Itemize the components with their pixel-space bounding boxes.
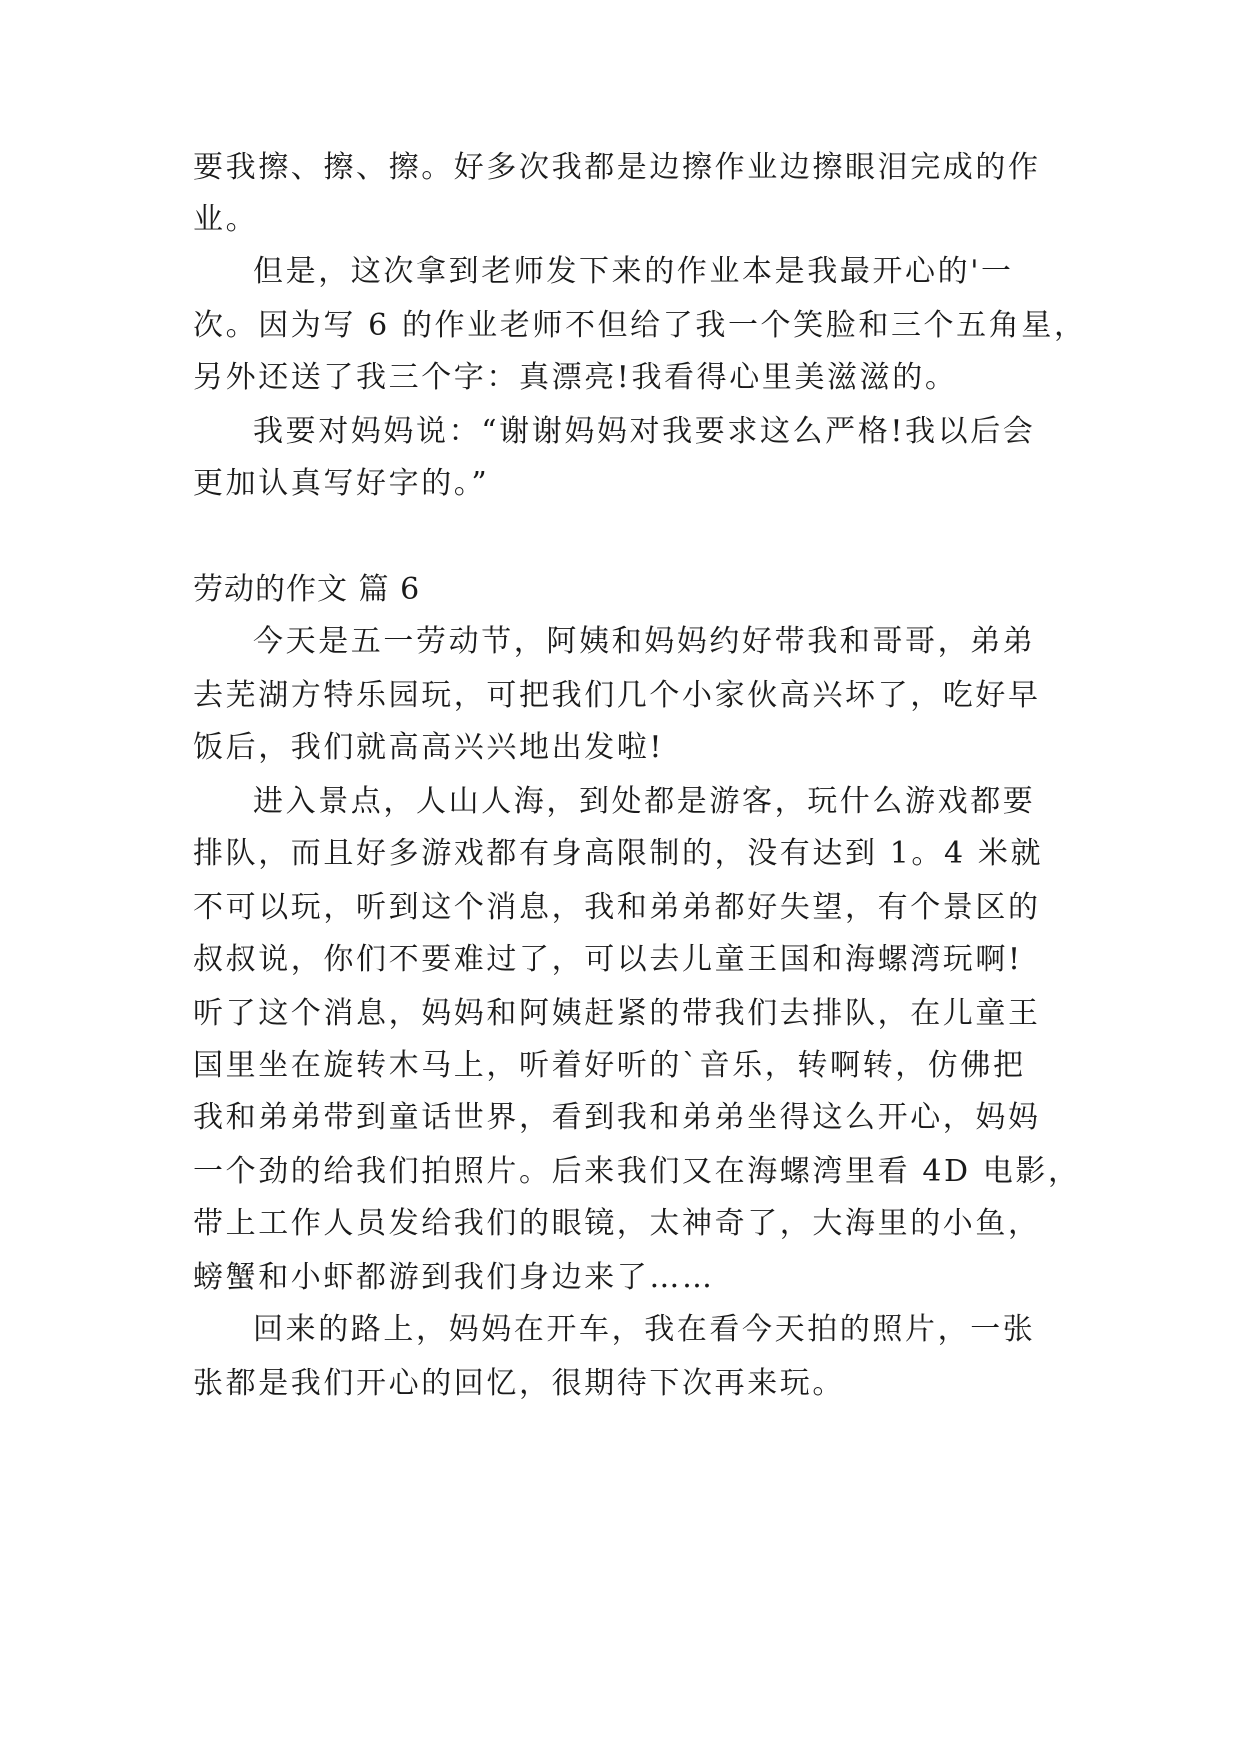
text-line: 一个劲的给我们拍照片。后来我们又在海螺湾里看 4D 电影， <box>193 1154 1081 1189</box>
text-line: 另外还送了我三个字：真漂亮!我看得心里美滋滋的。 <box>193 360 958 395</box>
text-line: 去芜湖方特乐园玩，可把我们几个小家伙高兴坏了，吃好早 <box>193 678 1041 713</box>
text-line: 业。 <box>193 202 259 237</box>
text-line: 国里坐在旋转木马上，听着好听的`音乐，转啊转，仿佛把 <box>193 1048 1026 1083</box>
text-line: 听了这个消息，妈妈和阿姨赶紧的带我们去排队，在儿童王 <box>193 996 1041 1031</box>
text-line: 次。因为写 6 的作业老师不但给了我一个笑脸和三个五角星， <box>193 308 1087 343</box>
text-line: 回来的路上，妈妈在开车，我在看今天拍的照片，一张 <box>253 1312 1036 1347</box>
text-line: 但是，这次拿到老师发下来的作业本是我最开心的'一 <box>253 254 1014 289</box>
text-line: 我和弟弟带到童话世界，看到我和弟弟坐得这么开心，妈妈 <box>193 1100 1041 1135</box>
text-line: 饭后，我们就高高兴兴地出发啦! <box>193 730 665 765</box>
section-heading: 劳动的作文 篇 6 <box>193 572 421 607</box>
text-line: 排队，而且好多游戏都有身高限制的，没有达到 1。4 米就 <box>193 836 1044 871</box>
text-line: 螃蟹和小虾都游到我们身边来了…… <box>193 1260 715 1295</box>
text-line: 张都是我们开心的回忆，很期待下次再来玩。 <box>193 1366 845 1401</box>
text-line: 要我擦、擦、擦。好多次我都是边擦作业边擦眼泪完成的作 <box>193 150 1041 185</box>
text-line: 带上工作人员发给我们的眼镜，太神奇了，大海里的小鱼， <box>193 1206 1041 1241</box>
text-line: 更加认真写好字的。” <box>193 466 490 501</box>
text-line: 不可以玩，听到这个消息，我和弟弟都好失望，有个景区的 <box>193 890 1041 925</box>
text-line: 今天是五一劳动节，阿姨和妈妈约好带我和哥哥，弟弟 <box>253 624 1036 659</box>
text-line: 我要对妈妈说：“谢谢妈妈对我要求这么严格!我以后会 <box>253 414 1036 449</box>
text-line: 进入景点，人山人海，到处都是游客，玩什么游戏都要 <box>253 784 1036 819</box>
text-line: 叔叔说，你们不要难过了，可以去儿童王国和海螺湾玩啊! <box>193 942 1023 977</box>
